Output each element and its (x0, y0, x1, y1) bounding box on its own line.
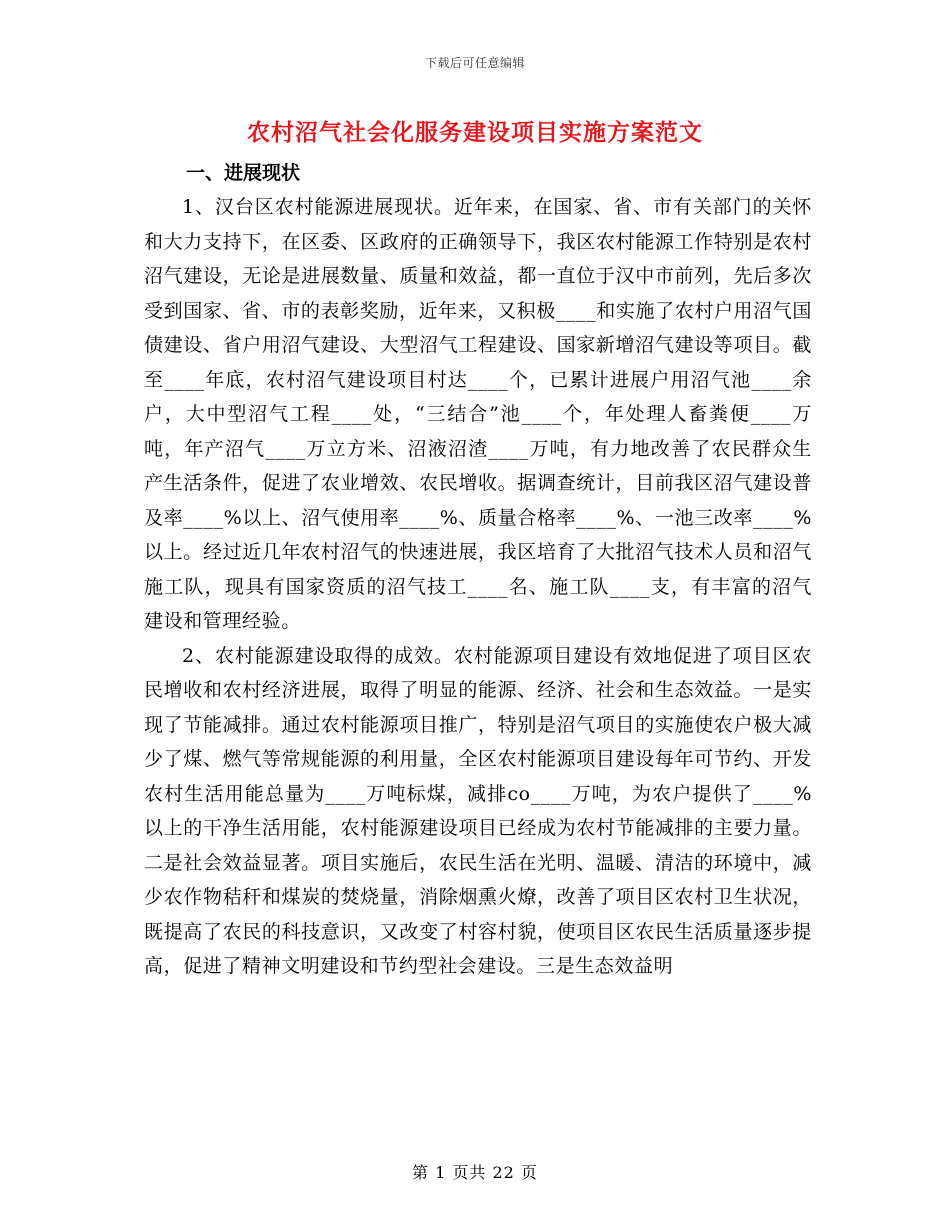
document-title: 农村沼气社会化服务建设项目实施方案范文 (247, 119, 703, 146)
paragraph-1: 1、汉台区农村能源进展现状。近年来，在国家、省、市有关部门的关怀和大力支持下，在区委、区政府的正确领导下，我区农村能源工作特别是农村沼气建设，无论是进展数量、质量和效益，都一直位于汉中市前列，先后多次受到国家、省、市的表彰奖励，近年来，又积极____和实施了农村户用沼气国债建设、省户用沼气建设、大型沼气工程建设、国家新增沼气建设等项目。截至____年底，农村沼气建设项目村达____个，已累计进展户用沼气池____余户，大中型沼气工程____处，“三结合”池____个，年处理人畜粪便____万吨，年产沼气____万立方米、沼液沼渣____万吨，有力地改善了农民群众生产生活条件，促进了农业增效、农民增收。据调查统计，目前我区沼气建设普及率____%以上、沼气使用率____%、质量合格率____%、一池三改率____%以上。经过近几年农村沼气的快速进展，我区培育了大批沼气技术人员和沼气施工队，现具有国家资质的沼气技工____名、施工队____支，有丰富的沼气建设和管理经验。 (144, 196, 812, 632)
section-heading: 一、进展现状 (186, 162, 301, 184)
header-note: 下载后可任意编辑 (424, 56, 525, 70)
body-text (144, 190, 812, 984)
paragraph-2: 2、农村能源建设取得的成效。农村能源项目建设有效地促进了项目区农民增收和农村经济进展，取得了明显的能源、经济、社会和生态效益。一是实现了节能减排。通过农村能源项目推广，特别是沼气项目的实施使农户极大减少了煤、燃气等常规能源的利用量，全区农村能源项目建设每年可节约、开发农村生活用能总量为____万吨标煤，减排co____万吨，为农户提供了____%以上的干净生活用能，农村能源建设项目已经成为农村节能减排的主要力量。二是社会效益显著。项目实施后，农民生活在光明、温暖、清洁的环境中，减少农作物秸秆和煤炭的焚烧量，消除烟熏火燎，改善了项目区农村卫生状况，既提高了农民的科技意识，又改变了村容村貌，使项目区农民生活质量逐步提高，促进了精神文明建设和节约型社会建设。三是生态效益明 (144, 644, 812, 977)
page-footer: 第 1 页共 22 页 (412, 1163, 538, 1182)
